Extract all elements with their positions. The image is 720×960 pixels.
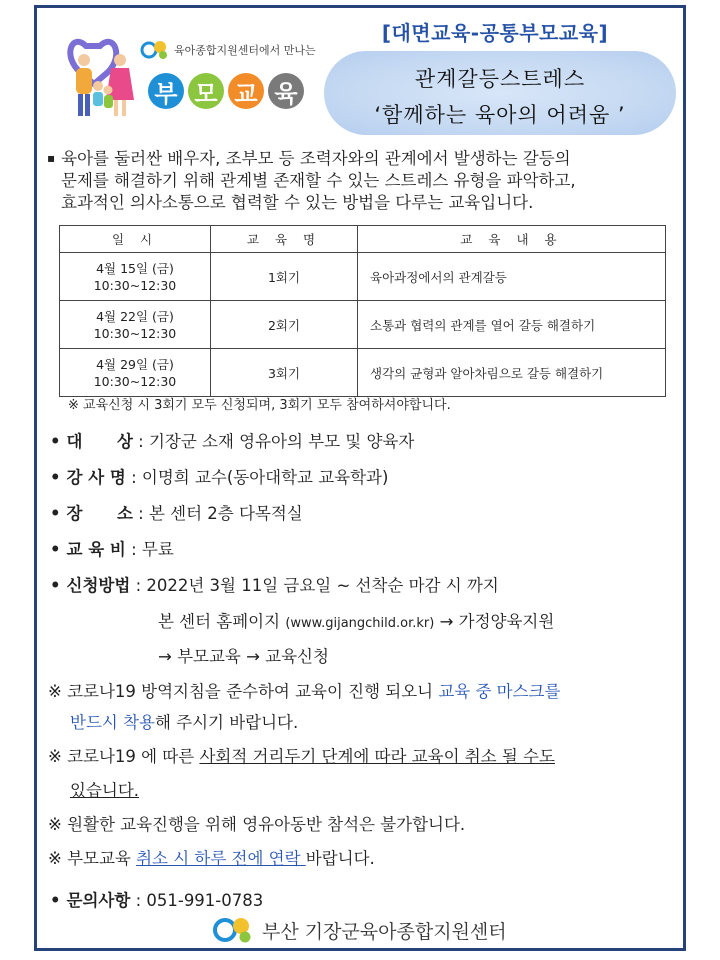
lecturer-label: 강 사 명 (66, 468, 126, 487)
date-cell (60, 253, 211, 301)
notice-cancel-link: 취소 시 하루 전에 연락 (136, 849, 306, 868)
content-cell: 육아과정에서의 관계갈등 (358, 253, 666, 301)
badge-bu: 부 (148, 73, 184, 109)
time-text: 10:30~12:30 (93, 277, 177, 293)
place-value: : 본 센터 2층 다목적실 (138, 504, 303, 523)
content-cell: 생각의 균형과 알아차림으로 갈등 해결하기 (358, 349, 666, 397)
target-label: 대 상 (66, 432, 133, 451)
date-text: 4월 22일 (금) (96, 308, 174, 324)
title-line-2: ‘함께하는 육아의 어려움 ’ (374, 103, 626, 127)
notice-mask-cont (70, 709, 298, 733)
bullet-dot: • (50, 432, 61, 451)
date-cell (60, 301, 211, 349)
apply-line-2 (158, 608, 554, 632)
info-target (50, 428, 414, 452)
homepage-url[interactable]: (www.gijangchild.or.kr) (285, 616, 435, 631)
notice-mask (48, 678, 560, 702)
session-cell: 2회기 (211, 301, 358, 349)
apply-label: 신청방법 (66, 576, 131, 595)
badge-mo: 모 (188, 73, 224, 109)
date-text: 4월 15일 (금) (96, 260, 174, 276)
bullet-dot: • (50, 891, 61, 910)
header-content: 교 육 내 용 (358, 226, 666, 253)
session-cell: 1회기 (211, 253, 358, 301)
info-contact (50, 887, 263, 911)
target-value: : 기장군 소재 영유아의 부모 및 양육자 (138, 432, 415, 451)
contact-value: : 051-991-0783 (135, 891, 264, 910)
bullet-dot: • (50, 504, 61, 523)
title-line-1: 관계갈등스트레스 (414, 67, 586, 91)
lecturer-value: : 이명희 교수(동아대학교 교육학과) (131, 468, 389, 487)
date-text: 4월 29일 (금) (96, 356, 174, 372)
place-label: 장 소 (66, 504, 133, 523)
badge-gyo: 교 (228, 73, 264, 109)
info-place (50, 500, 303, 524)
notice-distancing-underlined-2: 있습니다. (70, 781, 140, 800)
course-tag: [대면교육-공통부모교육] (381, 21, 609, 45)
notice-distancing-cont (70, 777, 139, 801)
apply-line-3: → 부모교육 → 교육신청 (158, 647, 329, 666)
info-apply (50, 572, 499, 596)
info-fee (50, 536, 174, 560)
schedule-note: ※ 교육신청 시 3회기 모두 신청되며, 3회기 모두 참여하셔야합니다. (68, 398, 451, 413)
header-session: 교 육 명 (211, 226, 358, 253)
footer-org-name: 부산 기장군육아종합지원센터 (262, 920, 507, 943)
table-row (60, 253, 666, 301)
notice-no-children: ※ 원활한 교육진행을 위해 영유아동반 참석은 불가합니다. (48, 815, 466, 834)
intro-line-1: 육아를 둘러싼 배우자, 조부모 등 조력자와의 관계에서 발생하는 갈등의 (61, 149, 571, 168)
table-header-row (60, 226, 666, 253)
notice-cancel-pre: ※ 부모교육 (48, 849, 137, 868)
session-cell: 3회기 (211, 349, 358, 397)
table-row (60, 301, 666, 349)
parent-education-badges (148, 73, 304, 109)
notice-cancel-post: 바랍니다. (305, 849, 375, 868)
notice-distancing (48, 743, 555, 767)
family-illustration (64, 26, 142, 126)
logo-subtitle: 육아종합지원센터에서 만나는 (174, 44, 316, 57)
bullet-dot: • (50, 576, 61, 595)
date-cell (60, 349, 211, 397)
notice-mask-post: 해 주시기 바랍니다. (154, 713, 299, 732)
notice-distancing-pre: ※ 코로나19 에 따른 (48, 747, 200, 766)
center-logo-icon (212, 915, 256, 945)
intro-bullet: ▪ (47, 151, 56, 165)
apply-line2-post: → 가정양육지원 (434, 612, 555, 631)
notice-distancing-underlined: 사회적 거리두기 단계에 따라 교육이 취소 될 수도 (199, 747, 555, 766)
title-banner (324, 51, 676, 135)
content-cell: 소통과 협력의 관계를 열어 갈등 해결하기 (358, 301, 666, 349)
header-date: 일 시 (60, 226, 211, 253)
info-lecturer (50, 464, 388, 488)
apply-line2-pre: 본 센터 홈페이지 (158, 612, 286, 631)
center-logo-icon (140, 38, 170, 62)
footer-logo (212, 915, 507, 945)
apply-value: : 2022년 3월 11일 금요일 ~ 선착순 마감 시 까지 (135, 576, 499, 595)
table-row (60, 349, 666, 397)
intro-line-2: 문제를 해결하기 위해 관계별 존재할 수 있는 스트레스 유형을 파악하고, (61, 171, 576, 190)
fee-label: 교 육 비 (66, 540, 126, 559)
notice-mask-highlight: 교육 중 마스크를 (438, 682, 561, 701)
notice-mask-pre: ※ 코로나19 방역지침을 준수하여 교육이 진행 되오니 (48, 682, 439, 701)
schedule-table (59, 225, 666, 397)
intro-paragraph (47, 147, 672, 214)
intro-line-3: 효과적인 의사소통으로 협력할 수 있는 방법을 다루는 교육입니다. (61, 193, 534, 212)
notice-cancel (48, 845, 375, 869)
badge-yuk: 육 (268, 73, 304, 109)
contact-label: 문의사항 (66, 891, 131, 910)
bullet-dot: • (50, 468, 61, 487)
notice-mask-highlight-2: 반드시 착용 (70, 713, 155, 732)
fee-value: : 무료 (131, 540, 174, 559)
time-text: 10:30~12:30 (93, 373, 177, 389)
time-text: 10:30~12:30 (93, 325, 177, 341)
bullet-dot: • (50, 540, 61, 559)
center-logo-small (140, 38, 316, 62)
